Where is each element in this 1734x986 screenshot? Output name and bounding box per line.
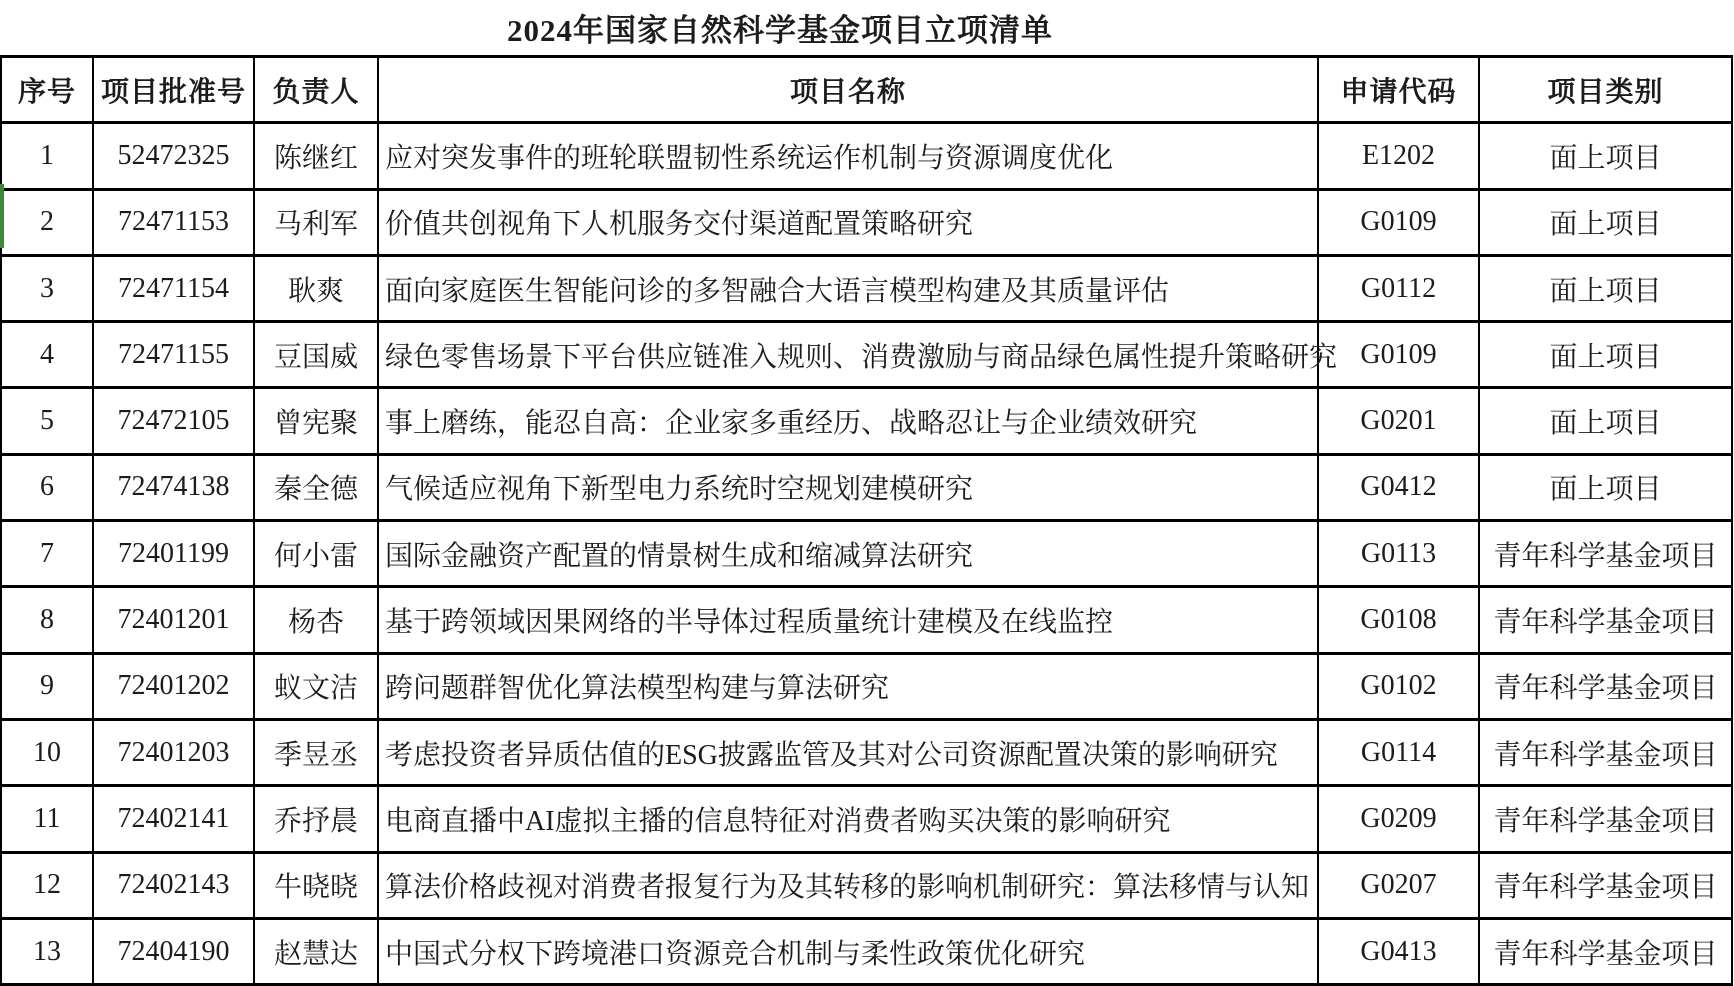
cell-approval-no[interactable]: 72471155 <box>93 322 254 388</box>
cell-project-name[interactable]: 基于跨领域因果网络的半导体过程质量统计建模及在线监控 <box>378 587 1318 653</box>
table-row <box>1 123 1732 189</box>
cell-category[interactable]: 青年科学基金项目 <box>1479 719 1732 785</box>
header-row <box>1 57 1732 123</box>
header-cell-category[interactable]: 项目类别 <box>1479 57 1732 123</box>
cell-project-name[interactable]: 电商直播中AI虚拟主播的信息特征对消费者购买决策的影响研究 <box>378 786 1318 852</box>
cell-category[interactable]: 面上项目 <box>1479 322 1732 388</box>
cell-leader[interactable]: 耿爽 <box>254 255 378 321</box>
header-cell-index[interactable]: 序号 <box>1 57 93 123</box>
cell-index[interactable]: 2 <box>1 189 93 255</box>
cell-category[interactable]: 青年科学基金项目 <box>1479 587 1732 653</box>
cell-app-code[interactable]: G0209 <box>1318 786 1479 852</box>
cell-category[interactable]: 面上项目 <box>1479 255 1732 321</box>
table-row <box>1 521 1732 587</box>
active-row-marker <box>0 184 4 248</box>
cell-app-code[interactable]: G0109 <box>1318 322 1479 388</box>
table-row <box>1 189 1732 255</box>
table-row <box>1 587 1732 653</box>
cell-category[interactable]: 青年科学基金项目 <box>1479 653 1732 719</box>
cell-category[interactable]: 面上项目 <box>1479 123 1732 189</box>
cell-leader[interactable]: 乔抒晨 <box>254 786 378 852</box>
cell-approval-no[interactable]: 72402141 <box>93 786 254 852</box>
cell-app-code[interactable]: E1202 <box>1318 123 1479 189</box>
cell-approval-no[interactable]: 72471153 <box>93 189 254 255</box>
cell-approval-no[interactable]: 72401201 <box>93 587 254 653</box>
header-cell-project-name[interactable]: 项目名称 <box>378 57 1318 123</box>
cell-project-name[interactable]: 事上磨练，能忍自高：企业家多重经历、战略忍让与企业绩效研究 <box>378 388 1318 454</box>
cell-project-name[interactable]: 气候适应视角下新型电力系统时空规划建模研究 <box>378 454 1318 520</box>
cell-approval-no[interactable]: 72471154 <box>93 255 254 321</box>
cell-approval-no[interactable]: 72472105 <box>93 388 254 454</box>
cell-category[interactable]: 面上项目 <box>1479 388 1732 454</box>
cell-category[interactable]: 青年科学基金项目 <box>1479 786 1732 852</box>
cell-index[interactable]: 3 <box>1 255 93 321</box>
cell-project-name[interactable]: 价值共创视角下人机服务交付渠道配置策略研究 <box>378 189 1318 255</box>
cell-leader[interactable]: 秦全德 <box>254 454 378 520</box>
cell-app-code[interactable]: G0114 <box>1318 719 1479 785</box>
cell-approval-no[interactable]: 72404190 <box>93 918 254 984</box>
cell-category[interactable]: 面上项目 <box>1479 454 1732 520</box>
cell-leader[interactable]: 赵慧达 <box>254 918 378 984</box>
cell-app-code[interactable]: G0112 <box>1318 255 1479 321</box>
cell-index[interactable]: 8 <box>1 587 93 653</box>
cell-project-name[interactable]: 考虑投资者异质估值的ESG披露监管及其对公司资源配置决策的影响研究 <box>378 719 1318 785</box>
cell-category[interactable]: 青年科学基金项目 <box>1479 521 1732 587</box>
cell-app-code[interactable]: G0413 <box>1318 918 1479 984</box>
cell-index[interactable]: 10 <box>1 719 93 785</box>
cell-leader[interactable]: 马利军 <box>254 189 378 255</box>
cell-index[interactable]: 13 <box>1 918 93 984</box>
cell-project-name[interactable]: 中国式分权下跨境港口资源竞合机制与柔性政策优化研究 <box>378 918 1318 984</box>
header-cell-app-code[interactable]: 申请代码 <box>1318 57 1479 123</box>
cell-index[interactable]: 1 <box>1 123 93 189</box>
cell-category[interactable]: 面上项目 <box>1479 189 1732 255</box>
projects-table <box>0 55 1733 986</box>
title-row <box>0 0 1560 55</box>
cell-index[interactable]: 12 <box>1 852 93 918</box>
cell-app-code[interactable]: G0109 <box>1318 189 1479 255</box>
cell-leader[interactable]: 季昱丞 <box>254 719 378 785</box>
cell-category[interactable]: 青年科学基金项目 <box>1479 852 1732 918</box>
table-row <box>1 786 1732 852</box>
cell-leader[interactable]: 曾宪聚 <box>254 388 378 454</box>
cell-leader[interactable]: 何小雷 <box>254 521 378 587</box>
table-row <box>1 322 1732 388</box>
cell-index[interactable]: 6 <box>1 454 93 520</box>
cell-app-code[interactable]: G0207 <box>1318 852 1479 918</box>
cell-leader[interactable]: 牛晓晓 <box>254 852 378 918</box>
cell-approval-no[interactable]: 72401203 <box>93 719 254 785</box>
cell-index[interactable]: 4 <box>1 322 93 388</box>
cell-app-code[interactable]: G0412 <box>1318 454 1479 520</box>
cell-app-code[interactable]: G0201 <box>1318 388 1479 454</box>
cell-project-name[interactable]: 算法价格歧视对消费者报复行为及其转移的影响机制研究：算法移情与认知 <box>378 852 1318 918</box>
page-title: 2024年国家自然科学基金项目立项清单 <box>507 13 1053 48</box>
cell-index[interactable]: 9 <box>1 653 93 719</box>
table-row <box>1 454 1732 520</box>
cell-index[interactable]: 11 <box>1 786 93 852</box>
cell-index[interactable]: 7 <box>1 521 93 587</box>
cell-leader[interactable]: 杨杏 <box>254 587 378 653</box>
cell-approval-no[interactable]: 52472325 <box>93 123 254 189</box>
cell-app-code[interactable]: G0108 <box>1318 587 1479 653</box>
cell-leader[interactable]: 蚁文洁 <box>254 653 378 719</box>
cell-project-name[interactable]: 跨问题群智优化算法模型构建与算法研究 <box>378 653 1318 719</box>
table-row <box>1 653 1732 719</box>
table-row <box>1 719 1732 785</box>
cell-approval-no[interactable]: 72401199 <box>93 521 254 587</box>
cell-app-code[interactable]: G0113 <box>1318 521 1479 587</box>
cell-approval-no[interactable]: 72474138 <box>93 454 254 520</box>
table-row <box>1 852 1732 918</box>
header-cell-leader[interactable]: 负责人 <box>254 57 378 123</box>
cell-project-name[interactable]: 应对突发事件的班轮联盟韧性系统运作机制与资源调度优化 <box>378 123 1318 189</box>
cell-project-name[interactable]: 国际金融资产配置的情景树生成和缩减算法研究 <box>378 521 1318 587</box>
cell-project-name[interactable]: 绿色零售场景下平台供应链准入规则、消费激励与商品绿色属性提升策略研究 <box>378 322 1318 388</box>
cell-category[interactable]: 青年科学基金项目 <box>1479 918 1732 984</box>
table-row <box>1 388 1732 454</box>
header-cell-approval-no[interactable]: 项目批准号 <box>93 57 254 123</box>
table-row <box>1 255 1732 321</box>
cell-leader[interactable]: 豆国威 <box>254 322 378 388</box>
cell-approval-no[interactable]: 72401202 <box>93 653 254 719</box>
cell-app-code[interactable]: G0102 <box>1318 653 1479 719</box>
table-row <box>1 918 1732 984</box>
cell-project-name[interactable]: 面向家庭医生智能问诊的多智融合大语言模型构建及其质量评估 <box>378 255 1318 321</box>
cell-index[interactable]: 5 <box>1 388 93 454</box>
cell-approval-no[interactable]: 72402143 <box>93 852 254 918</box>
cell-leader[interactable]: 陈继红 <box>254 123 378 189</box>
